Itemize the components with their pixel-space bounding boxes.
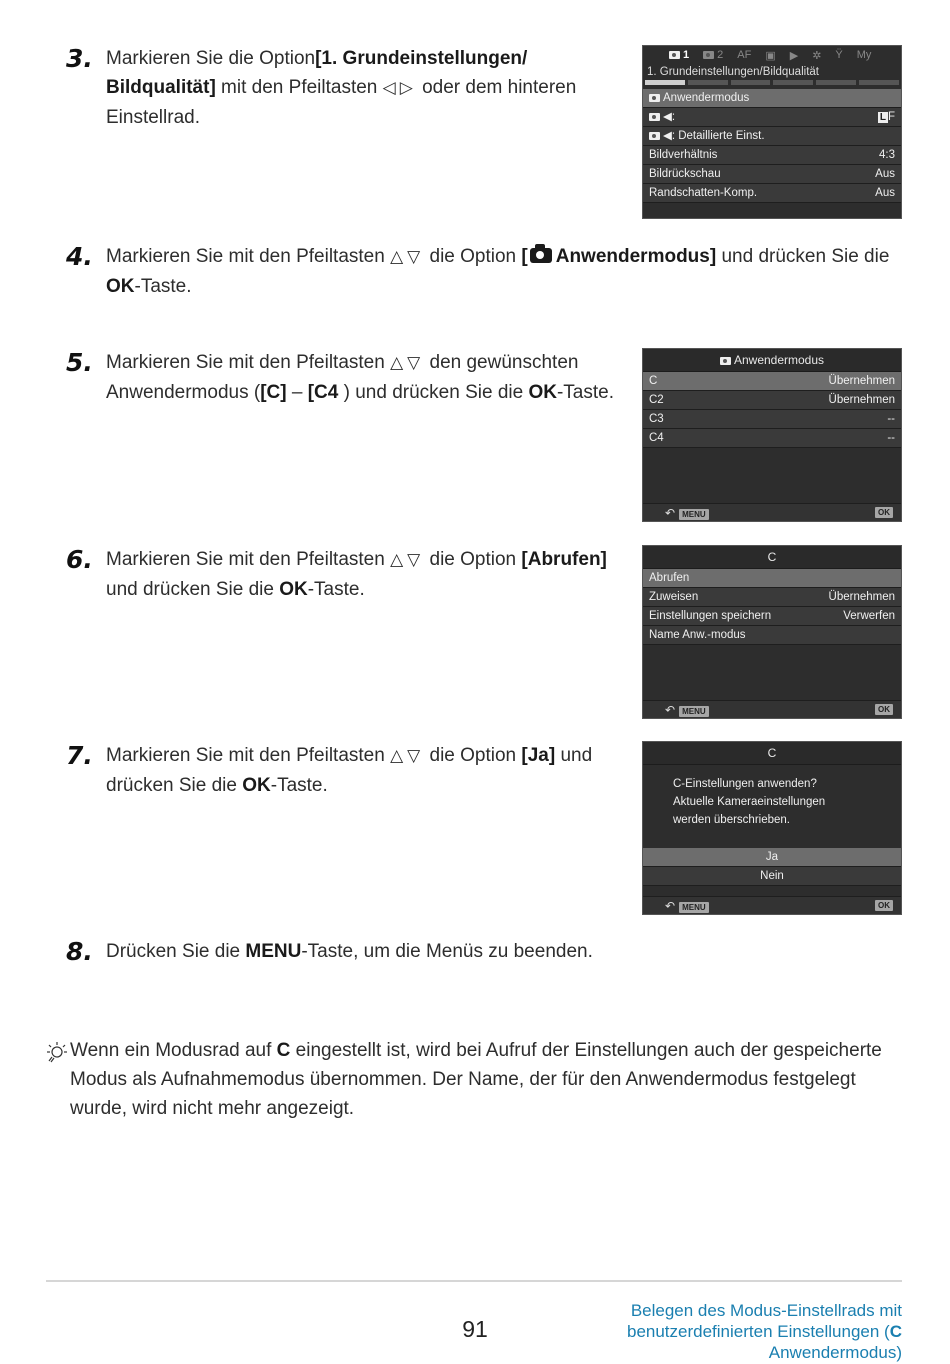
step-number: 5. [66,348,93,377]
menu-button[interactable]: MENU [679,902,709,913]
step-number: 7. [66,741,93,770]
up-down-arrows-icon: △▽ [390,550,425,570]
no-option[interactable]: Nein [643,867,901,886]
camera-icon [649,132,660,140]
step-text: Drücken Sie die MENU-Taste, um die Menüs zu beenden. [106,941,593,962]
quality-icon: ◀: [663,130,679,142]
up-down-arrows-icon: △▽ [390,353,425,373]
menu-item-anwendermodus[interactable]: Anwendermodus [643,89,901,108]
up-down-arrows-icon: △▽ [390,746,425,766]
wrench-icon[interactable]: Ÿ [835,49,843,61]
text-run: Markieren Sie die Option [106,48,316,69]
step-text: Markieren Sie mit den Pfeiltasten △▽ die Option [Ja] und drücken Sie die OK-Taste. [106,745,593,796]
camera-icon [649,113,660,121]
screen-footer [643,896,901,914]
step-text [106,44,626,132]
step-number: 6. [66,545,93,574]
menu-item-detailed-settings[interactable]: ◀: Detaillierte Einst. [643,127,901,146]
text-run: oder dem hinteren Einstellrad. [106,77,577,128]
screen-footer [643,503,901,521]
tip-lightbulb-icon [46,1041,68,1063]
ok-button[interactable]: OK [875,900,893,911]
menu-item-aspect[interactable]: Bildverhältnis 4:3 [643,146,901,165]
section-link[interactable]: Belegen des Modus-Einstellrads mit benutzerdefinierten Einstellungen (C Anwendermodus) [626,1301,902,1362]
yes-option[interactable]: Ja [643,848,901,867]
step-number: 8. [66,937,93,966]
step-number: 3. [66,44,93,73]
menu-item-quality[interactable]: ◀: L F [643,108,901,127]
camera-screen-menu [642,45,902,219]
list-item[interactable]: C2 Übernehmen [643,391,901,410]
back-icon: ↶ [665,898,676,913]
text-run: mit den Pfeiltasten [215,77,383,98]
camera-screen-c-menu [642,545,902,719]
video-icon[interactable]: ▣ [765,49,776,62]
confirm-message: C-Einstellungen anwenden? Aktuelle Kameraeinstellungen werden überschrieben. [673,778,826,826]
playback-icon[interactable]: ▶ [789,49,799,62]
menu-subtitle: 1. Grundeinstellungen/Bildqualität [647,66,819,78]
tip-text: Wenn ein Modusrad auf C eingestellt ist, wird bei Aufruf der Einstellungen auch der gespeicherte Modus als Aufnahmemodus übernommen. Der Name, der für den Anwendermodus festgelegt wurde, wird nicht mehr angezeigt. [70,1040,882,1119]
quality-icon: ◀: [663,111,676,123]
step-text: Markieren Sie mit den Pfeiltasten △▽ den gewünschten Anwendermodus ([C] – [C4 ) und drücken Sie die OK-Taste. [106,352,614,403]
page-indicator [643,80,901,85]
screen-title: C [643,546,901,569]
tab-shooting-1[interactable]: 1 [669,49,689,61]
gear-icon[interactable]: ✲ [812,49,822,62]
camera-icon [669,51,680,59]
camera-screen-confirm [642,741,902,915]
list-item[interactable]: Name Anw.-modus [643,626,901,645]
ok-button[interactable]: OK [875,507,893,518]
list-item[interactable]: Einstellungen speichern Verwerfen [643,607,901,626]
tab-my-menu[interactable]: My [856,49,872,61]
camera-icon [703,51,714,59]
screen-footer [643,700,901,718]
page-number: 91 [462,1316,488,1342]
list-item[interactable]: Zuweisen Übernehmen [643,588,901,607]
step-text: Markieren Sie mit den Pfeiltasten △▽ die Option [ Anwendermodus] und drücken Sie die OK-Taste. [106,246,890,297]
camera-icon [649,94,660,102]
back-icon: ↶ [665,702,676,717]
footer-divider [46,1280,902,1282]
screen-title: Anwendermodus [643,349,901,372]
option-name: [1. Grundeinstellungen/ Bildqualität] [106,48,528,98]
size-large-icon: L [879,112,886,123]
list-item[interactable]: C3 -- [643,410,901,429]
ok-button[interactable]: OK [875,704,893,715]
back-icon: ↶ [665,505,676,520]
camera-screen-custom-mode [642,348,902,522]
tab-af[interactable]: AF [737,49,752,61]
menu-item-review[interactable]: Bildrückschau Aus [643,165,901,184]
menu-item-shading[interactable]: Randschatten-Komp. Aus [643,184,901,203]
step-text: Markieren Sie mit den Pfeiltasten △▽ die Option [Abrufen] und drücken Sie die OK-Taste. [106,549,607,600]
menu-button[interactable]: MENU [679,509,709,520]
up-down-arrows-icon: △▽ [390,247,425,267]
step-number: 4. [66,242,93,271]
menu-tabs [643,46,901,64]
list-item[interactable]: Abrufen [643,569,901,588]
menu-button[interactable]: MENU [679,706,709,717]
list-item[interactable]: C Übernehmen [643,372,901,391]
screen-title: C [643,742,901,765]
camera-icon [720,357,731,365]
camera-icon [530,248,552,263]
list-item[interactable]: C4 -- [643,429,901,448]
left-right-arrows-icon: ◁▷ [382,78,417,98]
tab-shooting-2[interactable]: 2 [703,49,723,61]
